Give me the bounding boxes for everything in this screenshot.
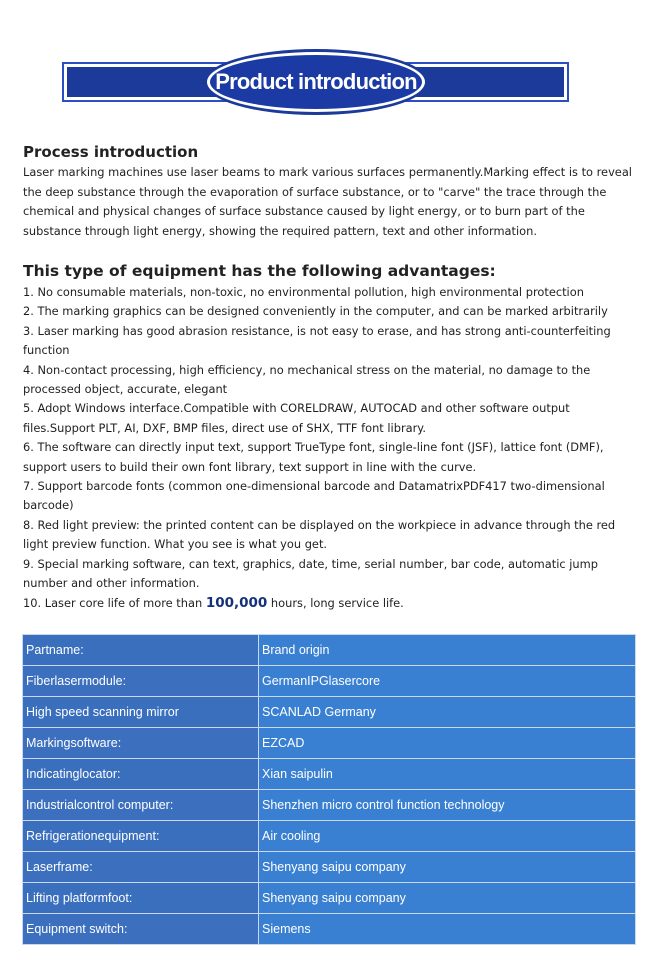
advantage-item-last bbox=[23, 594, 635, 613]
spec-key: Indicatinglocator: bbox=[23, 759, 259, 790]
spec-key: Equipment switch: bbox=[23, 914, 259, 945]
table-row bbox=[23, 728, 636, 759]
spec-key: Refrigerationequipment: bbox=[23, 821, 259, 852]
spec-value: Shenyang saipu company bbox=[259, 852, 636, 883]
spec-key: Partname: bbox=[23, 635, 259, 666]
process-section bbox=[23, 143, 635, 241]
spec-value: EZCAD bbox=[259, 728, 636, 759]
spec-value: SCANLAD Germany bbox=[259, 697, 636, 728]
spec-value: GermanIPGlasercore bbox=[259, 666, 636, 697]
section-banner bbox=[62, 62, 569, 102]
spec-key: Laserframe: bbox=[23, 852, 259, 883]
table-row bbox=[23, 852, 636, 883]
table-row bbox=[23, 883, 636, 914]
banner-oval bbox=[207, 52, 425, 112]
spec-value: Air cooling bbox=[259, 821, 636, 852]
spec-key: Markingsoftware: bbox=[23, 728, 259, 759]
advantage-item: 6. The software can directly input text, support TrueType font, single-line font (JSF), lattice font (DMF), support users to build their own font library, text support in line with the curve. bbox=[23, 440, 604, 474]
advantage-item: 1. No consumable materials, non-toxic, no environmental pollution, high environmental protection bbox=[23, 285, 584, 299]
spec-value: Siemens bbox=[259, 914, 636, 945]
advantage-last-suffix: hours, long service life. bbox=[267, 595, 404, 610]
service-life-hours: 100,000 bbox=[205, 594, 268, 611]
advantage-item: 2. The marking graphics can be designed conveniently in the computer, and can be marked arbitrarily bbox=[23, 304, 608, 319]
advantage-item: 5. Adopt Windows interface.Compatible with CORELDRAW, AUTOCAD and other software output files.Support PLT, AI, DXF, BMP files, direct use of SHX, TTF font library. bbox=[23, 401, 570, 435]
table-row bbox=[23, 914, 636, 945]
process-heading: Process introduction bbox=[23, 143, 199, 161]
spec-value: Brand origin bbox=[259, 635, 636, 666]
table-row bbox=[23, 790, 636, 821]
advantage-item: 4. Non-contact processing, high efficiency, no mechanical stress on the material, no damage to the processed object, accurate, elegant bbox=[23, 362, 591, 397]
advantage-last-prefix: 10. Laser core life of more than bbox=[23, 595, 206, 610]
banner-title: Product introduction bbox=[215, 69, 417, 94]
spec-value: Shenzhen micro control function technology bbox=[259, 790, 636, 821]
spec-key: Lifting platformfoot: bbox=[23, 883, 259, 914]
spec-key: High speed scanning mirror bbox=[23, 697, 259, 728]
table-row bbox=[23, 821, 636, 852]
advantage-item: 7. Support barcode fonts (common one-dimensional barcode and DatamatrixPDF417 two-dimensional barcode) bbox=[23, 479, 605, 513]
advantage-item: 3. Laser marking has good abrasion resistance, is not easy to erase, and has strong anti-counterfeiting function bbox=[23, 323, 611, 358]
table-row bbox=[23, 697, 636, 728]
spec-key: Fiberlasermodule: bbox=[23, 666, 259, 697]
process-text: Laser marking machines use laser beams to mark various surfaces permanently.Marking effect is to reveal the deep substance through the evaporation of surface substance, or to "carve" the trace through the chemical and physical changes of surface substance caused by light energy, or to burn part of the substance through light energy, showing the required pattern, text and other information. bbox=[23, 165, 632, 238]
spec-table bbox=[22, 634, 636, 945]
spec-key: Industrialcontrol computer: bbox=[23, 790, 259, 821]
advantages-heading: This type of equipment has the following advantages: bbox=[23, 262, 496, 280]
advantage-item: 8. Red light preview: the printed content can be displayed on the workpiece in advance through the red light preview function. What you see is what you get. bbox=[23, 517, 616, 552]
table-row bbox=[23, 759, 636, 790]
advantage-item: 9. Special marking software, can text, graphics, date, time, serial number, bar code, automatic jump number and other information. bbox=[23, 556, 598, 591]
advantages-list bbox=[23, 283, 635, 613]
table-row bbox=[23, 666, 636, 697]
advantages-section bbox=[23, 262, 635, 613]
table-row bbox=[23, 635, 636, 666]
spec-value: Xian saipulin bbox=[259, 759, 636, 790]
spec-value: Shenyang saipu company bbox=[259, 883, 636, 914]
